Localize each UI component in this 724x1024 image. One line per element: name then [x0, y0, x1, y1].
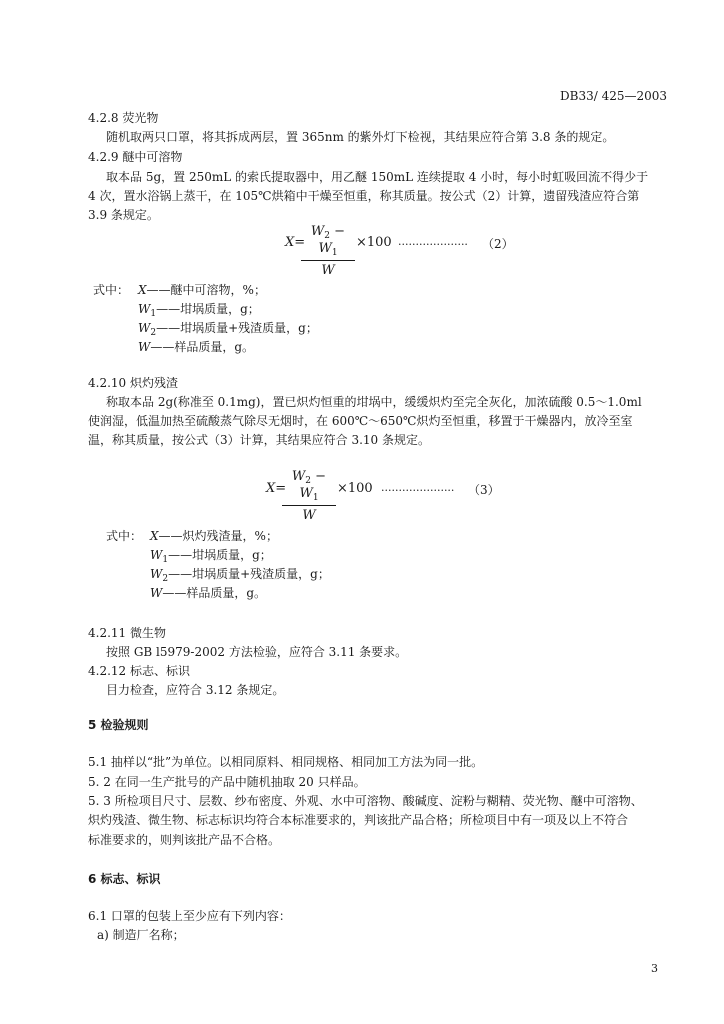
section-4-2-9-line-2: 4 次，置水浴锅上蒸干，在 105℃烘箱中干燥至恒重，称其质量。按公式（2）计算，遗留残渣应符合第 — [88, 189, 640, 203]
section-4-2-10-line-1: 称取本品 2g(称准至 0.1mg)，置已炽灼恒重的坩埚中，缓缓炽灼至完全灰化，加浓硫酸 0.5～1.0ml — [106, 395, 642, 409]
section-4-2-8-body: 随机取两只口罩，将其拆成两层，置 365nm 的紫外灯下检视，其结果应符合第 3.8 条的规定。 — [106, 130, 615, 144]
section-4-2-12-title: 4.2.12 标志、标识 — [88, 664, 190, 678]
section-5-3-line-1: 5. 3 所检项目尺寸、层数、纱布密度、外观、水中可溶物、酸碱度、淀粉与糊精、荧光物、醚中可溶物、 — [88, 794, 643, 808]
formula-3-where-w1: $W_1——$坩埚质量，g； — [150, 548, 272, 565]
section-6-1: 6.1 口罩的包装上至少应有下列内容： — [88, 909, 291, 923]
formula-3-where-w2: $W_2——$坩埚质量+残渣质量，g； — [150, 567, 330, 584]
formula-3-numerator: $W_2 - W_1$ — [291, 469, 327, 503]
section-4-2-10-line-3: 温，称其质量，按公式（3）计算，其结果应符合 3.10 条规定。 — [88, 433, 430, 447]
formula-3-lhs: X= — [266, 481, 287, 496]
formula-3-denominator: W — [302, 508, 316, 523]
section-4-2-10-title: 4.2.10 炽灼残渣 — [88, 376, 178, 390]
formula-3-reference: （3） — [468, 483, 500, 497]
formula-3-fraction-bar — [282, 505, 336, 506]
section-4-2-12-body: 目力检查，应符合 3.12 条规定。 — [106, 683, 285, 697]
section-5-heading: 5 检验规则 — [88, 718, 149, 732]
section-5-3-line-3: 标准要求的，则判该批产品不合格。 — [88, 833, 281, 847]
formula-2-multiplier: ×100 — [356, 235, 392, 250]
section-5-3-line-2: 炽灼残渣、微生物、标志标识均符合本标准要求的，判该批产品合格；所检项目中有一项及以上不符合 — [88, 813, 629, 827]
section-4-2-9-title: 4.2.9 醚中可溶物 — [88, 150, 183, 164]
section-6-1-item-a: a) 制造厂名称； — [97, 928, 185, 942]
section-5-2: 5. 2 在同一生产批号的产品中随机抽取 20 只样品。 — [88, 775, 366, 789]
document-number: DB33/ 425—2003 — [560, 89, 668, 103]
formula-3-leader-dots: ..................... — [381, 481, 455, 494]
formula-3-where-x: X——炽灼残渣量，%； — [150, 529, 278, 543]
section-4-2-8-title: 4.2.8 荧光物 — [88, 111, 159, 125]
page-number: 3 — [651, 962, 658, 975]
formula-2-fraction — [301, 224, 355, 278]
formula-2-where-x: X——醚中可溶物，%； — [138, 283, 266, 297]
section-4-2-9-line-3: 3.9 条规定。 — [88, 208, 159, 222]
section-5-1: 5.1 抽样以“批”为单位。以相同原料、相同规格、相同加工方法为同一批。 — [88, 755, 484, 769]
formula-2-where-label: 式中： — [93, 283, 130, 297]
formula-2-reference: （2） — [482, 237, 514, 251]
formula-2-lhs: X= — [285, 235, 306, 250]
formula-2-fraction-bar — [301, 260, 355, 261]
formula-2-leader-dots: .................... — [398, 235, 468, 248]
formula-3-where-w: W——样品质量，g。 — [150, 586, 267, 600]
formula-2-where-w1: $W_1——$坩埚质量，g； — [138, 302, 260, 319]
section-4-2-9-line-1: 取本品 5g，置 250mL 的索氏提取器中，用乙醚 150mL 连续提取 4 小时，每小时虹吸回流不得少于 — [106, 170, 649, 184]
section-4-2-10-line-2: 使润湿，低温加热至硫酸蒸气除尽无烟时，在 600℃～650℃炽灼至恒重，移置于干燥器内，放冷至室 — [88, 414, 633, 428]
formula-2-where-w2: $W_2——$坩埚质量+残渣质量，g； — [138, 321, 318, 338]
formula-2-numerator: $W_2 - W_1$ — [310, 224, 346, 258]
formula-3-multiplier: ×100 — [337, 481, 373, 496]
formula-3-where-label: 式中： — [106, 529, 143, 543]
section-6-heading: 6 标志、标识 — [88, 872, 161, 886]
section-4-2-11-body: 按照 GB l5979-2002 方法检验，应符合 3.11 条要求。 — [106, 645, 408, 659]
section-4-2-11-title: 4.2.11 微生物 — [88, 626, 166, 640]
formula-2-denominator: W — [321, 263, 335, 278]
formula-2-where-w: W——样品质量，g。 — [138, 340, 255, 354]
formula-3-fraction — [282, 469, 336, 523]
